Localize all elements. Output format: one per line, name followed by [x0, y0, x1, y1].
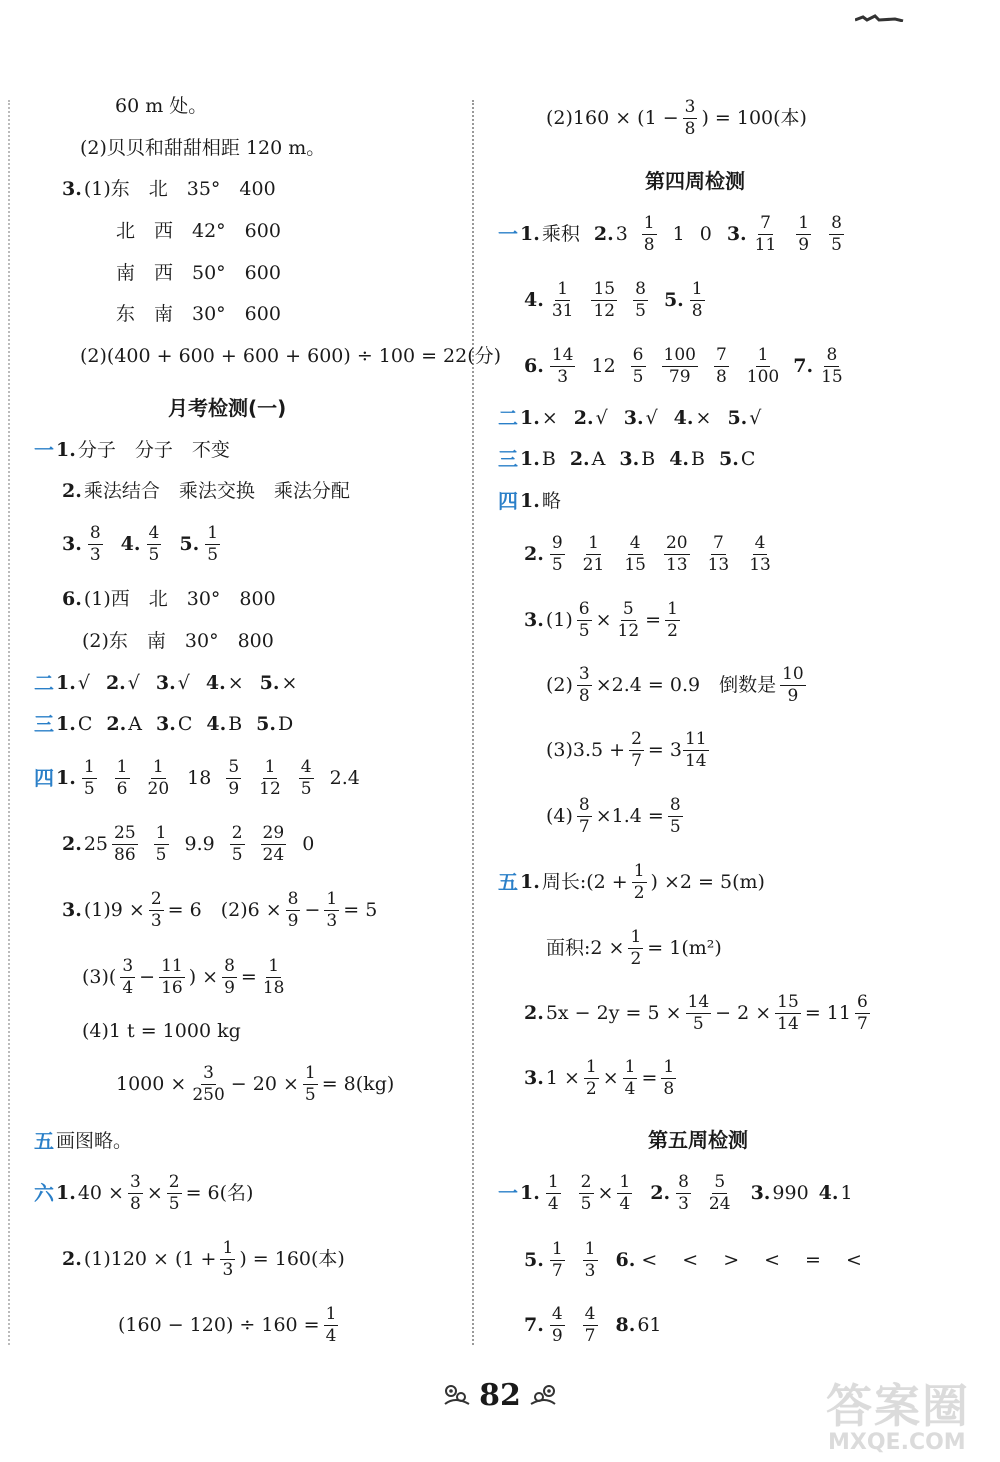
fraction: $\frac{3}{4}$ — [122, 955, 134, 998]
answer-line: 3. (1)东 北 35° 400 — [62, 178, 276, 200]
answer-line: 1000 × $\frac{3}{250}$ − 20 × $\frac{1}{5}$ = 8(kg) — [116, 1062, 395, 1105]
fraction: $\frac{4}{15}$ — [624, 532, 646, 575]
answer-line: 6. (1)西 北 30° 800 — [62, 588, 276, 610]
section-title: 月考检测(一) — [168, 396, 287, 420]
answer-line: (3)3.5 + $\frac{2}{7}$ = 3 $\frac{11}{14}$ — [546, 728, 707, 771]
fraction: $\frac{1}{4}$ — [619, 1171, 631, 1214]
fraction: $\frac{4}{13}$ — [749, 532, 771, 575]
top-decoration-icon — [855, 14, 905, 22]
page-number: 82 — [479, 1377, 521, 1413]
column-divider — [472, 100, 474, 1345]
fraction: $\frac{5}{9}$ — [228, 756, 240, 799]
fraction: $\frac{8}{9}$ — [224, 955, 235, 998]
fraction: $\frac{1}{4}$ — [325, 1303, 337, 1346]
fraction: $\frac{25}{86}$ — [114, 822, 136, 865]
fraction: $\frac{1}{2}$ — [667, 598, 678, 641]
fraction: $\frac{5}{12}$ — [617, 598, 640, 641]
fraction: $\frac{7}{8}$ — [715, 344, 727, 387]
left-margin-divider — [8, 100, 10, 1345]
answer-line: (3)( $\frac{3}{4}$ − $\frac{11}{16}$ ) × $\frac{8}{9}$ = $\frac{1}{18}$ — [82, 955, 285, 998]
answer-line: 一 1. 分子 分子 不变 — [34, 438, 230, 462]
fraction: $\frac{8}{3}$ — [89, 522, 101, 565]
fraction: $\frac{1}{5}$ — [155, 822, 167, 865]
fraction: $\frac{4}{7}$ — [584, 1303, 596, 1346]
fraction: $\frac{1}{3}$ — [222, 1237, 234, 1280]
fraction: $\frac{6}{7}$ — [856, 991, 868, 1034]
fraction: $\frac{1}{8}$ — [663, 1056, 675, 1099]
fraction: $\frac{4}{5}$ — [300, 756, 312, 799]
page-footer — [440, 1375, 560, 1415]
fraction: $\frac{1}{100}$ — [746, 344, 780, 387]
fraction: $\frac{1}{2}$ — [585, 1056, 597, 1099]
answer-line: 2. 5x − 2y = 5 × $\frac{14}{5}$ − 2 × $\frac{15}{14}$ = 11 $\frac{6}{7}$ — [524, 991, 868, 1034]
fraction: $\frac{6}{5}$ — [632, 344, 644, 387]
watermark-main-text: 答案圈 — [826, 1379, 970, 1433]
answer-line: 3. (1)9 × $\frac{2}{3}$ = 6 (2)6 × $\frac{8}{9}$ − $\frac{1}{3}$ = 5 — [62, 888, 378, 931]
section-title: 第五周检测 — [648, 1128, 748, 1152]
answer-line: 四 1. 略 — [498, 489, 561, 513]
watermark-site-text: MXQE.COM — [828, 1430, 966, 1455]
fraction: $\frac{1}{31}$ — [551, 278, 574, 321]
fraction: $\frac{8}{9}$ — [287, 888, 299, 931]
fraction: $\frac{7}{13}$ — [707, 532, 730, 575]
fraction: $\frac{1}{7}$ — [551, 1238, 563, 1281]
answer-line: 2. $\frac{9}{5}$ $\frac{1}{21}$ $\frac{4}{15}$ $\frac{20}{13}$ $\frac{7}{13}$ $\frac{4}{13}$ — [524, 532, 771, 575]
fraction: $\frac{29}{24}$ — [262, 822, 285, 865]
answer-line: 五 画图略。 — [34, 1129, 133, 1153]
fraction: $\frac{10}{9}$ — [782, 663, 804, 706]
answer-line: (160 − 120) ÷ 160 = $\frac{1}{4}$ — [118, 1303, 337, 1346]
answer-line: 2. 乘法结合 乘法交换 乘法分配 — [62, 480, 350, 502]
fraction: $\frac{8}{5}$ — [635, 278, 646, 321]
answer-line: 3. $\frac{8}{3}$ 4. $\frac{4}{5}$ 5. $\frac{1}{5}$ — [62, 522, 219, 565]
answer-line: 60 m 处。 — [115, 95, 208, 117]
fraction: $\frac{15}{12}$ — [593, 278, 616, 321]
answer-line: 3. 1 × $\frac{1}{2}$ × $\frac{1}{4}$ = $\frac{1}{8}$ — [524, 1056, 675, 1099]
answer-line: 面积:2 × $\frac{1}{2}$ = 1(m²) — [546, 926, 722, 969]
answer-line: 2. (1)120 × (1 + $\frac{1}{3}$ ) = 160(本) — [62, 1237, 345, 1280]
answer-line: (4)1 t = 1000 kg — [82, 1020, 241, 1042]
fraction: $\frac{11}{16}$ — [161, 955, 183, 998]
fraction: $\frac{3}{250}$ — [192, 1062, 225, 1105]
section-title: 第四周检测 — [645, 169, 745, 193]
fraction: $\frac{9}{5}$ — [551, 532, 563, 575]
fraction: $\frac{1}{4}$ — [547, 1171, 559, 1214]
fraction: $\frac{3}{8}$ — [578, 663, 590, 706]
fraction: $\frac{1}{2}$ — [630, 926, 642, 969]
fraction: $\frac{1}{4}$ — [624, 1056, 636, 1099]
fraction: $\frac{2}{5}$ — [580, 1171, 592, 1214]
answer-line: (4) $\frac{8}{7}$ ×1.4 = $\frac{8}{5}$ — [546, 794, 681, 837]
answer-line: 五 1. 周长:(2 + $\frac{1}{2}$ ) ×2 = 5(m) — [498, 860, 765, 903]
answer-line: 2. 25 $\frac{25}{86}$ $\frac{1}{5}$ 9.9 $\frac{2}{5}$ $\frac{29}{24}$ 0 — [62, 822, 315, 865]
answer-line: 南 西 50° 600 — [116, 262, 281, 284]
fraction: $\frac{20}{13}$ — [665, 532, 688, 575]
answer-line: 三 1. C 2. A 3. C 4. B 5. D — [34, 712, 294, 736]
answer-line: 三 1. B 2. A 3. B 4. B 5. C — [498, 447, 756, 471]
fraction: $\frac{8}{3}$ — [678, 1171, 689, 1214]
fraction: $\frac{1}{2}$ — [633, 860, 645, 903]
fraction: $\frac{7}{11}$ — [754, 212, 777, 255]
answer-line: 东 南 30° 600 — [116, 303, 281, 325]
fraction: $\frac{3}{8}$ — [684, 96, 696, 139]
answer-line: (2)(400 + 600 + 600 + 600) ÷ 100 = 22(分) — [80, 345, 502, 367]
fraction: $\frac{8}{5}$ — [831, 212, 842, 255]
answer-line: 5. $\frac{1}{7}$ $\frac{1}{3}$ 6. < < > < = < — [524, 1238, 862, 1281]
fraction: $\frac{15}{14}$ — [777, 991, 799, 1034]
fraction: $\frac{4}{9}$ — [551, 1303, 563, 1346]
fraction: $\frac{1}{3}$ — [584, 1238, 596, 1281]
answer-line: (2)东 南 30° 800 — [82, 630, 274, 652]
watermark-logo — [818, 1370, 996, 1460]
fraction: $\frac{1}{21}$ — [582, 532, 605, 575]
fraction: $\frac{100}{79}$ — [663, 344, 696, 387]
answer-line: (2)贝贝和甜甜相距 120 m。 — [80, 137, 326, 159]
fraction: $\frac{2}{7}$ — [631, 728, 642, 771]
fraction: $\frac{1}{20}$ — [147, 756, 170, 799]
fraction: $\frac{2}{3}$ — [150, 888, 162, 931]
answer-line: 一 1. $\frac{1}{4}$ $\frac{2}{5}$ × $\frac{1}{4}$ 2. $\frac{8}{3}$ $\frac{5}{24}$ 3. 990 4. 1 — [498, 1171, 853, 1214]
answer-line: 六 1. 40 × $\frac{3}{8}$ × $\frac{2}{5}$ = 6(名) — [34, 1171, 254, 1214]
fraction: $\frac{1}{5}$ — [83, 756, 95, 799]
answer-line: 7. $\frac{4}{9}$ $\frac{4}{7}$ 8. 61 — [524, 1303, 662, 1346]
flower-ornament-icon — [441, 1382, 473, 1408]
fraction: $\frac{1}{12}$ — [259, 756, 281, 799]
fraction: $\frac{1}{3}$ — [326, 888, 338, 931]
flower-ornament-icon — [527, 1382, 559, 1408]
fraction: $\frac{1}{5}$ — [207, 522, 219, 565]
answer-line: (2) $\frac{3}{8}$ ×2.4 = 0.9 倒数是 $\frac{10}{9}$ — [546, 663, 804, 706]
fraction: $\frac{8}{7}$ — [578, 794, 590, 837]
answer-line: (2)160 × (1 − $\frac{3}{8}$ ) = 100(本) — [546, 96, 807, 139]
fraction: $\frac{3}{8}$ — [129, 1171, 141, 1214]
answer-line: 3. (1) $\frac{6}{5}$ × $\frac{5}{12}$ = $\frac{1}{2}$ — [524, 598, 678, 641]
answer-line: 北 西 42° 600 — [116, 220, 281, 242]
answer-line: 一 1. 乘积 2. 3 $\frac{1}{8}$ 1 0 3. $\frac{7}{11}$ $\frac{1}{9}$ $\frac{8}{5}$ — [498, 212, 842, 255]
fraction: $\frac{6}{5}$ — [578, 598, 590, 641]
fraction: $\frac{2}{5}$ — [231, 822, 243, 865]
fraction: $\frac{8}{15}$ — [821, 344, 843, 387]
answer-line: 二 1. × 2. √ 3. √ 4. × 5. √ — [498, 406, 762, 430]
fraction: $\frac{1}{9}$ — [798, 212, 810, 255]
answer-line: 二 1. √ 2. √ 3. √ 4. × 5. × — [34, 671, 298, 695]
fraction: $\frac{8}{5}$ — [669, 794, 681, 837]
answer-line: 四 1. $\frac{1}{5}$ $\frac{1}{6}$ $\frac{1}{20}$ 18 $\frac{5}{9}$ $\frac{1}{12}$ $\frac{4}{5}$ 2.4 — [34, 756, 360, 799]
fraction: $\frac{5}{24}$ — [708, 1171, 731, 1214]
fraction: $\frac{1}{8}$ — [643, 212, 655, 255]
fraction: $\frac{1}{5}$ — [304, 1062, 316, 1105]
fraction: $\frac{1}{6}$ — [116, 756, 128, 799]
answer-line: 4. $\frac{1}{31}$ $\frac{15}{12}$ $\frac{8}{5}$ 5. $\frac{1}{8}$ — [524, 278, 703, 321]
answer-line: 6. $\frac{14}{3}$ 12 $\frac{6}{5}$ $\frac{100}{79}$ $\frac{7}{8}$ $\frac{1}{100}$ 7. $\frac{8}{15}$ — [524, 344, 843, 387]
fraction: $\frac{1}{18}$ — [262, 955, 285, 998]
fraction: $\frac{14}{3}$ — [551, 344, 574, 387]
fraction: $\frac{14}{5}$ — [687, 991, 710, 1034]
fraction: $\frac{1}{8}$ — [691, 278, 703, 321]
fraction: $\frac{11}{14}$ — [684, 728, 707, 771]
fraction: $\frac{4}{5}$ — [148, 522, 160, 565]
fraction: $\frac{2}{5}$ — [168, 1171, 180, 1214]
